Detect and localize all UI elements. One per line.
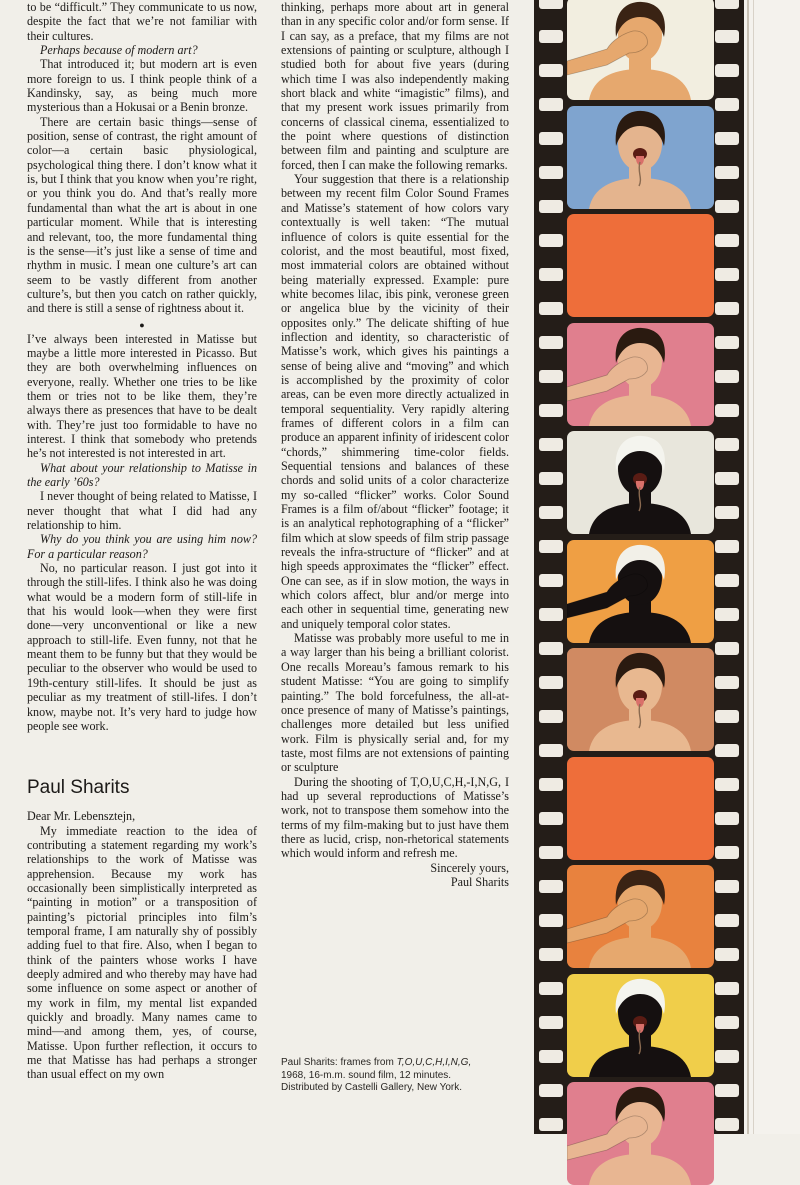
sprocket-hole [539, 234, 563, 247]
sprocket-hole [715, 234, 739, 247]
text-column-middle [281, 0, 509, 889]
sprocket-hole [715, 778, 739, 791]
sprocket-hole [715, 608, 739, 621]
sprocket-hole [539, 98, 563, 111]
sprocket-hole [539, 302, 563, 315]
caption-distribution: Distributed by Castelli Gallery, New York. [281, 1082, 462, 1093]
sprocket-hole [715, 676, 739, 689]
sprocket-hole [539, 914, 563, 927]
film-frame [567, 106, 714, 209]
caption-film-title: T,O,U,C,H,I,N,G, [396, 1057, 472, 1068]
sprocket-hole [539, 268, 563, 281]
sprocket-hole [715, 540, 739, 553]
sprocket-hole [715, 1084, 739, 1097]
sprocket-hole [539, 0, 563, 9]
letter-paragraph: Your suggestion that there is a relationship between my recent film Color Sound Frames and Matisse’s statement of how colors vary contextually is well taken: “The mutual influence of colors is quite essential for the colorist, and the most beautiful, most fixed, most immaterial colors are obtained without being materially expressed. Example: pure white becomes lilac, ibis pink, veronese green or angelica blue by the vicinity of their opposites only.” The delicate shifting of hue inflection and identity, so characteristic of Matisse’s work, which gives his paintings a sense of being alive and “moving” and which is accomplished by the proximity of color areas, can be even more directly actualized in temporal sequentiality. Very rapidly altering frames of different colors in a film can produce an apparent infinity of iridescent color “chords,” shimmering time-color fields. Sequential tensions and balances of these chords and solid units of a color characterize my so-called “flicker” works. Color Sound Frames is a film of/about “flicker” footage; it is an analytical rephotographing of a “flicker” film which at slow speeds of film strip passage reveals the infra-structure of “flicker” and at high speeds approximates the “flicker” effect. One can see, as if in slow motion, the ways in which colors affect, blur and/or merge into each other in sequential time, generating new and uniquely temporal color states. [281, 172, 509, 631]
sprocket-hole [539, 1118, 563, 1131]
caption-credit: Paul Sharits: frames from [281, 1057, 397, 1068]
sprocket-hole [715, 0, 739, 9]
sprocket-hole [715, 642, 739, 655]
sprocket-hole [715, 744, 739, 757]
sprocket-hole [539, 846, 563, 859]
film-frame [567, 865, 714, 968]
sprocket-hole [715, 1118, 739, 1131]
sprocket-hole [539, 166, 563, 179]
sprocket-hole [715, 812, 739, 825]
sprocket-hole [539, 982, 563, 995]
film-frame [567, 323, 714, 426]
sprocket-hole [715, 880, 739, 893]
caption-details: 1968, 16-m.m. sound film, 12 minutes. [281, 1069, 452, 1081]
sprocket-hole [539, 438, 563, 451]
sprocket-hole [715, 710, 739, 723]
sprocket-hole [539, 574, 563, 587]
sprocket-hole [539, 1050, 563, 1063]
interview-answer: to be “difficult.” They communicate to us now, despite the fact that we’re not familiar with their cultures. [27, 0, 257, 43]
sprocket-hole [539, 642, 563, 655]
sprocket-hole [539, 404, 563, 417]
sprocket-hole [539, 676, 563, 689]
film-frame [567, 757, 714, 860]
sprocket-hole [715, 438, 739, 451]
film-strip [534, 0, 744, 1134]
sprocket-hole [539, 132, 563, 145]
sprocket-hole [539, 744, 563, 757]
film-frame [567, 214, 714, 317]
sprocket-hole [715, 370, 739, 383]
sprocket-hole [539, 200, 563, 213]
interview-answer: I’ve always been interested in Matisse but maybe a little more interested in Picasso. But they are both overwhelming influences on everyone, really. Whether one tries to be like them or tries not to be like them, they’re always there as presences that have to be dealt with. They’re just too formidable to have no interest. I think that somebody who pretends he’s not interested is not interested in art. [27, 331, 257, 461]
sprocket-hole [539, 948, 563, 961]
sprocket-hole [715, 30, 739, 43]
film-frame [567, 431, 714, 534]
film-frame [567, 0, 714, 100]
sprocket-hole [715, 982, 739, 995]
sprocket-hole [539, 370, 563, 383]
sprocket-hole [539, 608, 563, 621]
sprocket-hole [715, 200, 739, 213]
sprocket-hole [715, 98, 739, 111]
sprocket-hole [539, 540, 563, 553]
sprocket-hole [715, 506, 739, 519]
film-frame [567, 540, 714, 643]
interview-answer: No, no particular reason. I just got into it through the still-lifes. I think also he was doing what would be a modern form of still-life in that his would look—when they were first done—very unconventional or like a new approach to still-life. Even funny, not that he meant them to be funny but that they would be peculiar to the observer who would be used to 19th-century still-lifes. It should be just as peculiar as my treatment of still-lifes. I don’t know, maybe not. It’s very hard to judge how people see work. [27, 561, 257, 733]
sprocket-hole [715, 132, 739, 145]
sprocket-hole [715, 472, 739, 485]
sprocket-hole [715, 302, 739, 315]
sprocket-hole [539, 336, 563, 349]
sprocket-hole [715, 404, 739, 417]
interview-question: Why do you think you are using him now? For a particular reason? [27, 532, 257, 561]
sprocket-hole [715, 64, 739, 77]
sprocket-hole [539, 472, 563, 485]
sprocket-hole [539, 880, 563, 893]
interview-answer: I never thought of being related to Matisse, I never thought that what I did had any relationship to him. [27, 489, 257, 533]
sprocket-hole [539, 778, 563, 791]
film-frame [567, 648, 714, 751]
letter-salutation: Dear Mr. Lebensztejn, [27, 809, 136, 824]
sprocket-hole [539, 1084, 563, 1097]
letter-paragraph: During the shooting of T,O,U,C,H,-I,N,G, I had up several reproductions of Matisse’s work, not to transpose them somehow into the terms of my film-making but to just have them there as lucid, crisp, non-rhetorical statements which would inform and refresh me. [281, 774, 509, 861]
letter-paragraph: thinking, perhaps more about art in general than in any specific color and/or form sense. If I can say, as a preface, that my films are not extensions of painting or sculpture, although I studied both for about five years (during which time I was also independently making short black and white “imagistic” films), and that my present work issues primarily from concerns of classical cinema, essentialized to the point where questions of distinction between film and painting and sculpture are forced, then I can make the following remarks. [281, 0, 509, 172]
figure-caption [281, 1057, 511, 1095]
text-column-left [27, 0, 257, 1082]
letter-paragraph: My immediate reaction to the idea of contributing a statement regarding my work’s relationships to the work of Matisse was apprehension. Because my work has occasionally been simplistically interpreted as “painting in motion” or a transposition of painting’s pictorial principles into film’s temporal frame, I am naturally shy of possibly adding fuel to that fire. Also, when I began to think of the painters whose works I have deeply admired and who thereby may have had some influence on some aspect or another of my work in film, my mental list expanded quickly and broadly. Many names came to mind—and among them, yes, of course, Matisse. Upon further reflection, it occurs to me that Matisse has had perhaps a stronger than usual effect on my own [27, 823, 257, 1082]
sprocket-hole [539, 64, 563, 77]
sprocket-hole [539, 710, 563, 723]
letter-closing: Sincerely yours, [430, 860, 509, 875]
letter-paragraph: Matisse was probably more useful to me in a way larger than his being a brilliant colorist. One recalls Moreau’s famous remark to his student Matisse: “You are going to simplify painting.” The bold forcefulness, the all-at-once presence of many of Matisse’s paintings, challenges more detailed but less unified work. Film is physically serial and, for my taste, most films are not extensions of painting or sculpture [281, 631, 509, 775]
sprocket-hole [715, 166, 739, 179]
letter-signature: Paul Sharits [450, 874, 509, 889]
sprocket-hole [715, 1050, 739, 1063]
film-frame [567, 974, 714, 1077]
sprocket-hole [539, 1016, 563, 1029]
sprocket-hole [715, 268, 739, 281]
sprocket-hole [715, 914, 739, 927]
sprocket-hole [539, 812, 563, 825]
page-edge [744, 0, 800, 1134]
section-heading: Paul Sharits [27, 777, 130, 799]
sprocket-hole [715, 948, 739, 961]
sprocket-hole [715, 336, 739, 349]
section-separator-dot: ● [139, 319, 145, 330]
sprocket-hole [539, 506, 563, 519]
interview-question: Perhaps because of modern art? [40, 43, 198, 58]
sprocket-hole [715, 846, 739, 859]
interview-question: What about your relationship to Matisse in the early ’60s? [27, 460, 257, 489]
sprocket-hole [715, 574, 739, 587]
sprocket-hole [715, 1016, 739, 1029]
sprocket-hole [539, 30, 563, 43]
interview-answer: There are certain basic things—sense of position, sense of contrast, the right amount of color—a certain basic physiological, psychological thing there. I don’t know what it is, but I think that you know when you’re right, or you think you do. And that’s really more fundamental than what the art is about in one particular moment. While that is interesting and relevant, too, the more fundamental thing is the sense—it’s just like a sense of time and rhythm in music. I mean one culture’s art can seem to be vastly different from another culture’s, but then you catch on rather quickly, and there is still a sense of rightness about it. [27, 114, 257, 316]
interview-answer: That introduced it; but modern art is even more foreign to us. I think people think of a Kandinsky, say, as being much more mysterious than a Hokusai or a Benin bronze. [27, 57, 257, 115]
